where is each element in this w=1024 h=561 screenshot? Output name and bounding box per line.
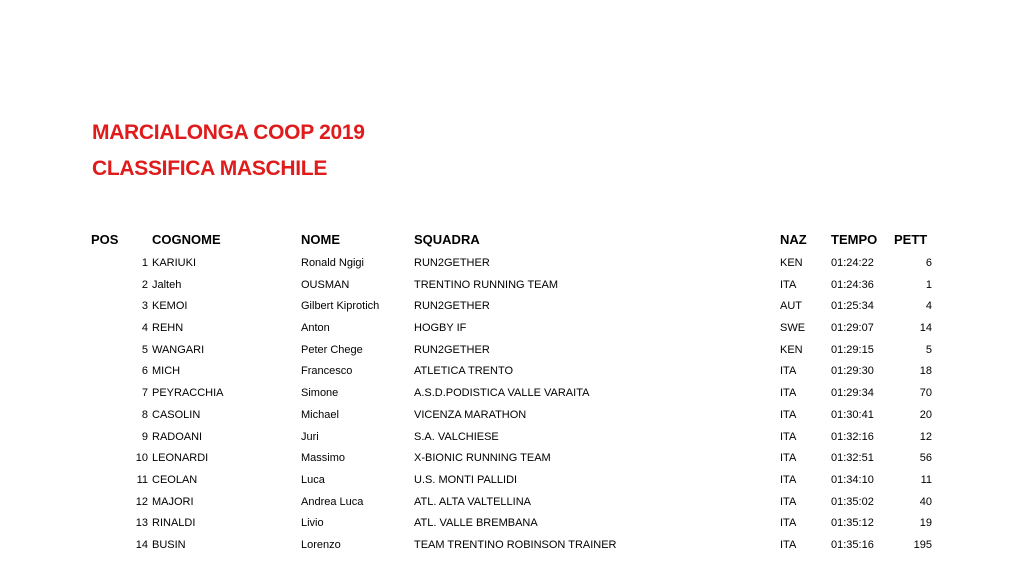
cell-pos: 6 (141, 365, 148, 378)
cell-tempo: 01:35:16 (831, 538, 874, 551)
header-pett: PETT (894, 232, 928, 247)
cell-tempo: 01:35:02 (831, 495, 874, 508)
cell-naz: ITA (780, 452, 797, 465)
cell-naz: KEN (780, 343, 803, 356)
cell-naz: SWE (780, 322, 806, 335)
cell-pett: 19 (919, 517, 932, 530)
header-nome: NOME (301, 232, 340, 247)
cell-pos: 8 (141, 408, 148, 421)
cell-tempo: 01:29:30 (831, 365, 874, 378)
cell-squadra: S.A. VALCHIESE (414, 430, 499, 443)
event-title: MARCIALONGA COOP 2019 (92, 121, 365, 144)
cell-cognome: PEYRACCHIA (152, 387, 224, 400)
cell-pett: 195 (913, 538, 932, 551)
cell-pett: 6 (925, 257, 932, 269)
cell-naz: ITA (780, 517, 797, 530)
cell-nome: Simone (301, 387, 339, 400)
cell-pett: 4 (925, 300, 932, 313)
cell-naz: ITA (780, 430, 797, 443)
cell-pett: 1 (925, 278, 932, 291)
table-row (0, 275, 1024, 297)
cell-nome: Lorenzo (301, 538, 341, 551)
cell-pett: 18 (919, 365, 932, 378)
cell-cognome: Jalteh (152, 278, 182, 291)
header-cognome: COGNOME (152, 232, 221, 247)
table-row (0, 535, 1024, 557)
cell-squadra: TEAM TRENTINO ROBINSON TRAINER (414, 538, 617, 551)
cell-cognome: CASOLIN (152, 408, 201, 421)
results-table (0, 253, 1024, 557)
cell-nome: Luca (301, 473, 325, 486)
cell-nome: Anton (301, 322, 330, 335)
cell-nome: Francesco (301, 365, 353, 378)
cell-nome: Michael (301, 408, 339, 421)
cell-squadra: RUN2GETHER (414, 257, 490, 269)
table-row (0, 492, 1024, 514)
cell-naz: ITA (780, 538, 797, 551)
table-row (0, 296, 1024, 318)
cell-tempo: 01:24:22 (831, 257, 874, 269)
cell-cognome: MAJORI (152, 495, 194, 508)
cell-pett: 70 (919, 387, 932, 400)
cell-pos: 12 (135, 495, 148, 508)
cell-naz: AUT (780, 300, 802, 313)
cell-pos: 10 (135, 452, 148, 465)
table-row (0, 383, 1024, 405)
cell-pos: 2 (141, 278, 148, 291)
table-row (0, 427, 1024, 449)
cell-naz: ITA (780, 408, 797, 421)
table-row (0, 361, 1024, 383)
cell-squadra: HOGBY IF (414, 322, 467, 335)
cell-pos: 3 (141, 300, 148, 313)
header-naz: NAZ (780, 232, 807, 247)
table-row (0, 318, 1024, 340)
cell-tempo: 01:29:15 (831, 343, 874, 356)
cell-squadra: VICENZA MARATHON (414, 408, 527, 421)
cell-pett: 14 (919, 322, 932, 335)
cell-naz: KEN (780, 257, 803, 269)
header-squadra: SQUADRA (414, 232, 480, 247)
table-row (0, 340, 1024, 362)
table-row (0, 470, 1024, 492)
cell-nome: Peter Chege (301, 343, 363, 356)
cell-squadra: A.S.D.PODISTICA VALLE VARAITA (414, 387, 590, 400)
cell-nome: Livio (301, 517, 324, 530)
cell-pett: 12 (919, 430, 932, 443)
cell-pos: 4 (141, 322, 148, 335)
cell-naz: ITA (780, 278, 797, 291)
cell-pett: 20 (919, 408, 932, 421)
header-tempo: TEMPO (831, 232, 878, 247)
cell-tempo: 01:32:16 (831, 430, 874, 443)
table-row (0, 448, 1024, 470)
cell-cognome: BUSIN (152, 538, 186, 551)
cell-pos: 13 (135, 517, 148, 530)
cell-squadra: X-BIONIC RUNNING TEAM (414, 452, 551, 465)
cell-pos: 1 (141, 257, 148, 269)
cell-squadra: RUN2GETHER (414, 343, 490, 356)
cell-pos: 7 (141, 387, 148, 400)
table-row (0, 513, 1024, 535)
cell-cognome: REHN (152, 322, 184, 335)
cell-pett: 5 (925, 343, 932, 356)
cell-naz: ITA (780, 473, 797, 486)
cell-nome: Ronald Ngigi (301, 257, 364, 269)
header-pos: POS (91, 232, 119, 247)
cell-cognome: RADOANI (152, 430, 203, 443)
cell-nome: Juri (301, 430, 319, 443)
cell-pos: 9 (141, 430, 148, 443)
cell-cognome: KARIUKI (152, 257, 197, 269)
cell-pett: 11 (920, 473, 932, 486)
cell-squadra: ATL. VALLE BREMBANA (414, 517, 538, 530)
cell-nome: Gilbert Kiprotich (301, 300, 380, 313)
cell-cognome: CEOLAN (152, 473, 198, 486)
cell-pos: 5 (141, 343, 148, 356)
cell-squadra: ATL. ALTA VALTELLINA (414, 495, 531, 508)
table-row (0, 405, 1024, 427)
cell-tempo: 01:34:10 (831, 473, 874, 486)
cell-nome: Massimo (301, 452, 346, 465)
cell-nome: OUSMAN (301, 278, 350, 291)
cell-pos: 14 (135, 538, 148, 551)
ranking-title: CLASSIFICA MASCHILE (92, 157, 328, 180)
cell-squadra: U.S. MONTI PALLIDI (414, 473, 518, 486)
cell-nome: Andrea Luca (301, 495, 364, 508)
cell-cognome: WANGARI (152, 343, 205, 356)
cell-pett: 56 (919, 452, 932, 465)
cell-tempo: 01:32:51 (831, 452, 874, 465)
cell-pos: 11 (136, 473, 148, 486)
cell-pett: 40 (919, 495, 932, 508)
cell-naz: ITA (780, 365, 797, 378)
cell-squadra: ATLETICA TRENTO (414, 365, 514, 378)
cell-cognome: LEONARDI (152, 452, 209, 465)
cell-squadra: RUN2GETHER (414, 300, 490, 313)
cell-tempo: 01:35:12 (831, 517, 874, 530)
table-row (0, 253, 1024, 275)
cell-tempo: 01:30:41 (831, 408, 874, 421)
cell-naz: ITA (780, 387, 797, 400)
cell-naz: ITA (780, 495, 797, 508)
cell-tempo: 01:25:34 (831, 300, 874, 313)
cell-tempo: 01:29:34 (831, 387, 874, 400)
cell-tempo: 01:24:36 (831, 278, 874, 291)
cell-cognome: KEMOI (152, 300, 188, 313)
cell-tempo: 01:29:07 (831, 322, 874, 335)
cell-squadra: TRENTINO RUNNING TEAM (414, 278, 559, 291)
cell-cognome: RINALDI (152, 517, 196, 530)
cell-cognome: MICH (152, 365, 181, 378)
